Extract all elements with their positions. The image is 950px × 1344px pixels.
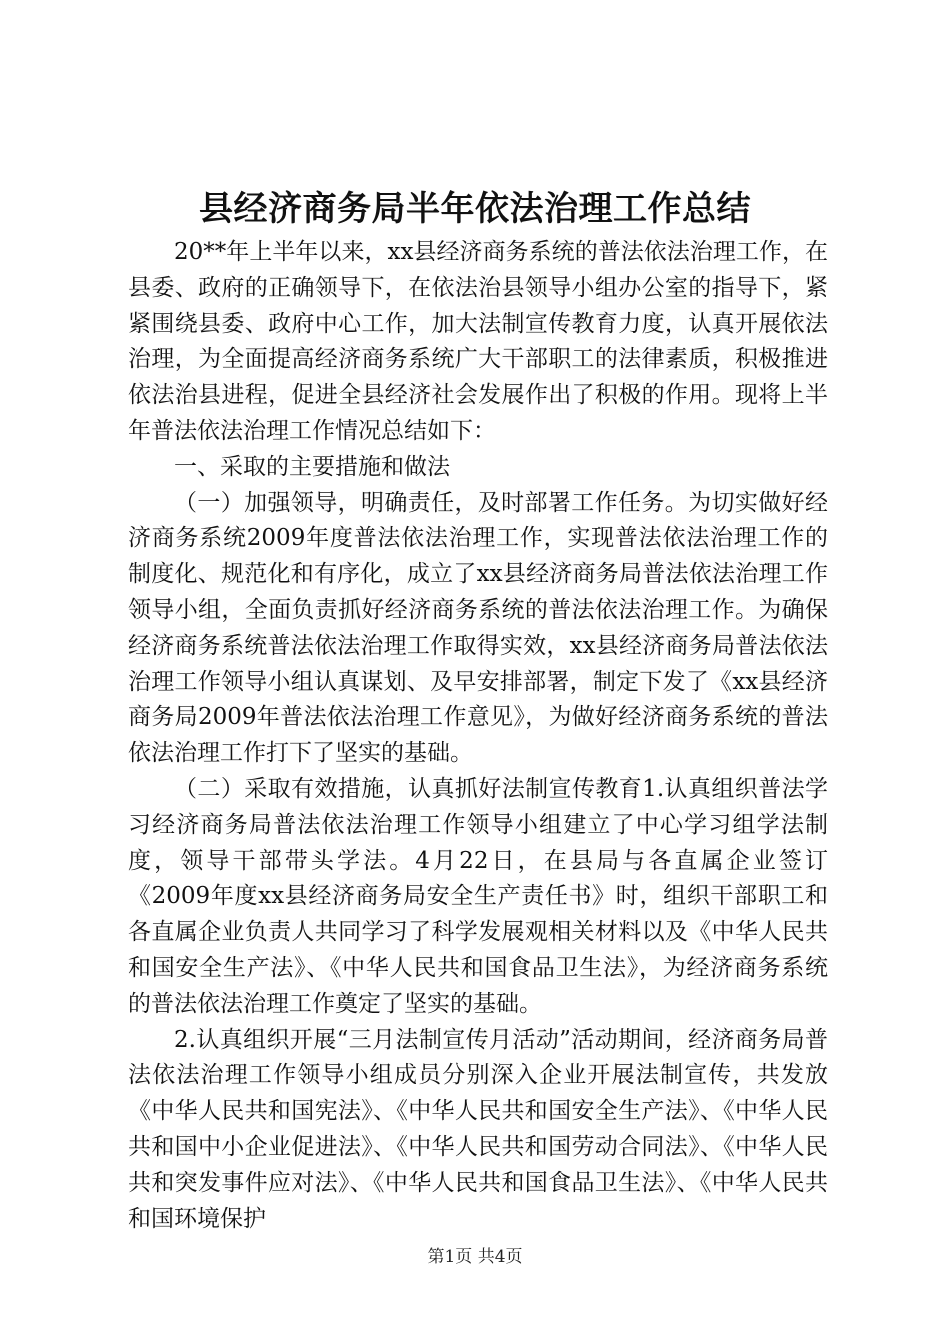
subsection-paragraph-2: （二）采取有效措施，认真抓好法制宣传教育1.认真组织普法学习经济商务局普法依法治理工作领导小组建立了中心学习组学法制度，领导干部带头学法。4月22日，在县局与各直属企业签订《2009年度xx县经济商务局安全生产责任书》时，组织干部职工和各直属企业负责人共同学习了科学发展观相关材料以及《中华人民共和国安全生产法》、《中华人民共和国食品卫生法》，为经济商务系统的普法依法治理工作奠定了坚实的基础。 bbox=[128, 775, 828, 1017]
page-number-footer: 第1页 共4页 bbox=[427, 1247, 523, 1267]
numbered-paragraph-2: 2.认真组织开展“三月法制宣传月活动”活动期间，经济商务局普法依法治理工作领导小组成员分别深入企业开展法制宣传，共发放《中华人民共和国宪法》、《中华人民共和国安全生产法》、《中华人民共和国中小企业促进法》、《中华人民共和国劳动合同法》、《中华人民共和突发事件应对法》、《中华人民共和国食品卫生法》、《中华人民共和国环境保护 bbox=[128, 1026, 828, 1232]
document-body bbox=[128, 235, 828, 1237]
document-title: 县经济商务局半年依法治理工作总结 bbox=[199, 189, 751, 229]
subsection-paragraph-1: （一）加强领导，明确责任，及时部署工作任务。为切实做好经济商务系统2009年度普法依法治理工作，实现普法依法治理工作的制度化、规范化和有序化，成立了xx县经济商务局普法依法治理工作领导小组，全面负责抓好经济商务系统的普法依法治理工作。为确保经济商务系统普法依法治理工作取得实效，xx县经济商务局普法依法治理工作领导小组认真谋划、及早安排部署，制定下发了《xx县经济商务局2009年普法依法治理工作意见》，为做好经济商务系统的普法依法治理工作打下了坚实的基础。 bbox=[128, 489, 828, 767]
section-heading: 一、采取的主要措施和做法 bbox=[174, 453, 450, 480]
intro-paragraph: 20**年上半年以来，xx县经济商务系统的普法依法治理工作，在县委、政府的正确领导下，在依法治县领导小组办公室的指导下，紧紧围绕县委、政府中心工作，加大法制宣传教育力度，认真开展依法治理，为全面提高经济商务系统广大干部职工的法律素质，积极推进依法治县进程，促进全县经济社会发展作出了积极的作用。现将上半年普法依法治理工作情况总结如下： bbox=[128, 239, 828, 444]
